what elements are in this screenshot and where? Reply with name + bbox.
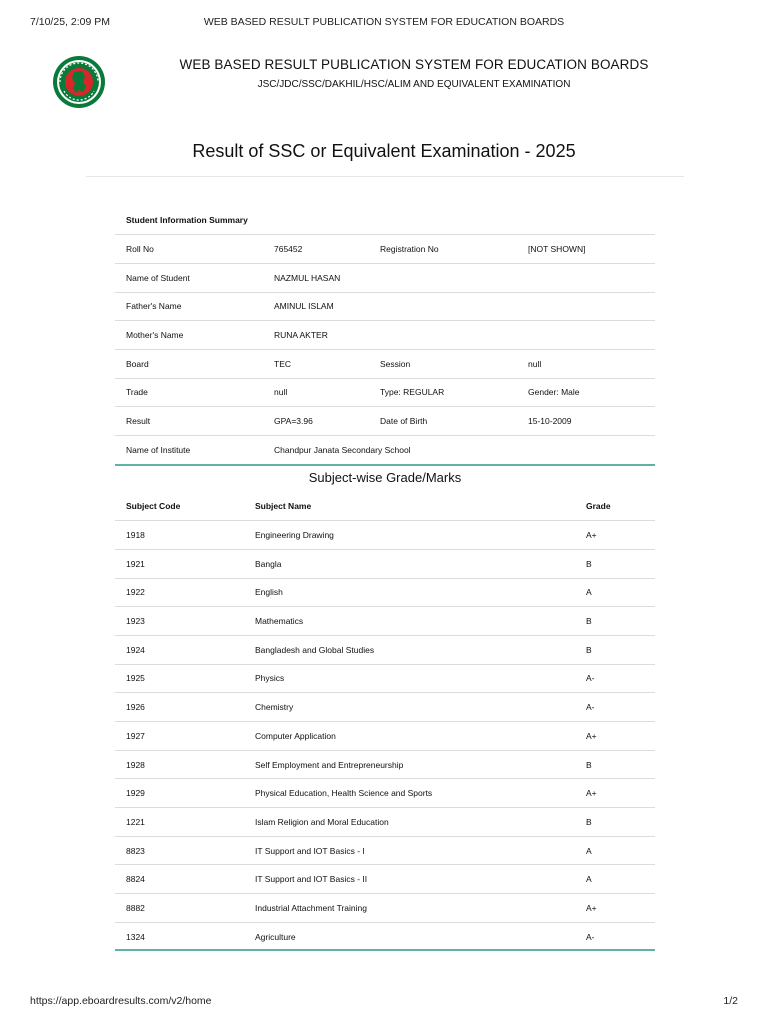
grade-cell: A <box>575 865 655 894</box>
grade-cell: A- <box>575 664 655 693</box>
subject-code-cell: 1928 <box>115 750 244 779</box>
subject-name-cell: Industrial Attachment Training <box>244 894 575 923</box>
subject-name-cell: Agriculture <box>244 922 575 951</box>
dob-value: 15-10-2009 <box>517 407 655 436</box>
grades-table <box>115 492 655 951</box>
info-row-mother <box>115 321 655 350</box>
subject-code-cell: 8823 <box>115 836 244 865</box>
result-label: Result <box>115 407 263 436</box>
board-value: TEC <box>263 349 369 378</box>
mother-name-value: RUNA AKTER <box>263 321 655 350</box>
type-text: Type: REGULAR <box>369 378 517 407</box>
grade-cell: B <box>575 549 655 578</box>
grade-cell: B <box>575 607 655 636</box>
trade-value: null <box>263 378 369 407</box>
table-row <box>115 693 655 722</box>
grade-cell: A+ <box>575 894 655 923</box>
table-row <box>115 607 655 636</box>
subject-name-cell: Computer Application <box>244 722 575 751</box>
registration-value: [NOT SHOWN] <box>517 235 655 264</box>
info-row-board <box>115 349 655 378</box>
table-row <box>115 578 655 607</box>
table-row <box>115 722 655 751</box>
grade-cell: A <box>575 578 655 607</box>
subject-name-cell: Physical Education, Health Science and Sports <box>244 779 575 808</box>
subject-name-cell: Bangla <box>244 549 575 578</box>
subject-name-cell: IT Support and IOT Basics - I <box>244 836 575 865</box>
grade-cell: A+ <box>575 779 655 808</box>
roll-value: 765452 <box>263 235 369 264</box>
roll-label: Roll No <box>115 235 263 264</box>
institute-label: Name of Institute <box>115 436 263 465</box>
subject-code-cell: 1926 <box>115 693 244 722</box>
subject-name-cell: IT Support and IOT Basics - II <box>244 865 575 894</box>
print-url: https://app.eboardresults.com/v2/home <box>30 995 212 1007</box>
table-row <box>115 922 655 951</box>
board-label: Board <box>115 349 263 378</box>
grade-cell: B <box>575 635 655 664</box>
grade-cell: A- <box>575 922 655 951</box>
student-info-heading-row <box>115 206 655 235</box>
column-header-subject-name: Subject Name <box>255 501 312 512</box>
subject-code-cell: 1927 <box>115 722 244 751</box>
grade-cell: B <box>575 808 655 837</box>
subject-code-cell: 1922 <box>115 578 244 607</box>
gender-text: Gender: Male <box>517 378 655 407</box>
subject-code-cell: 1929 <box>115 779 244 808</box>
site-subtitle: JSC/JDC/SSC/DAKHIL/HSC/ALIM AND EQUIVALENT EXAMINATION <box>257 79 571 90</box>
session-value: null <box>517 349 655 378</box>
info-row-roll <box>115 235 655 264</box>
print-page-title: WEB BASED RESULT PUBLICATION SYSTEM FOR EDUCATION BOARDS <box>203 16 565 28</box>
registration-label: Registration No <box>369 235 517 264</box>
page-number: 1/2 <box>723 995 738 1007</box>
table-row <box>115 836 655 865</box>
subject-code-cell: 1921 <box>115 549 244 578</box>
student-name-label: Name of Student <box>115 263 263 292</box>
result-value: GPA=3.96 <box>263 407 369 436</box>
subject-code-cell: 1924 <box>115 635 244 664</box>
subject-name-cell: Mathematics <box>244 607 575 636</box>
father-name-value: AMINUL ISLAM <box>263 292 655 321</box>
table-row <box>115 865 655 894</box>
info-row-trade <box>115 378 655 407</box>
print-header <box>30 16 738 30</box>
print-footer <box>30 995 738 1009</box>
subject-code-cell: 8882 <box>115 894 244 923</box>
table-row <box>115 750 655 779</box>
page-title: Result of SSC or Equivalent Examination - 2025 <box>192 141 576 161</box>
session-label: Session <box>369 349 517 378</box>
table-row <box>115 894 655 923</box>
site-title: WEB BASED RESULT PUBLICATION SYSTEM FOR EDUCATION BOARDS <box>179 57 649 72</box>
subject-code-cell: 1925 <box>115 664 244 693</box>
table-row <box>115 549 655 578</box>
student-info-table <box>115 206 655 464</box>
grade-cell: A <box>575 836 655 865</box>
column-header-subject-code: Subject Code <box>126 501 181 512</box>
student-info-heading: Student Information Summary <box>126 215 248 226</box>
grade-cell: A+ <box>575 521 655 550</box>
grades-header-row <box>115 492 655 521</box>
trade-label: Trade <box>115 378 263 407</box>
column-header-grade: Grade <box>586 501 611 512</box>
info-table-bottom-rule <box>115 464 655 466</box>
father-name-label: Father's Name <box>115 292 263 321</box>
table-row <box>115 635 655 664</box>
grades-section-title: Subject-wise Grade/Marks <box>308 470 462 485</box>
subject-name-cell: Engineering Drawing <box>244 521 575 550</box>
subject-code-cell: 1221 <box>115 808 244 837</box>
subject-name-cell: Physics <box>244 664 575 693</box>
subject-code-cell: 1918 <box>115 521 244 550</box>
info-row-institute <box>115 436 655 465</box>
grade-cell: A- <box>575 693 655 722</box>
dob-label: Date of Birth <box>369 407 517 436</box>
subject-name-cell: English <box>244 578 575 607</box>
grades-table-bottom-rule <box>115 949 655 951</box>
table-row <box>115 521 655 550</box>
subject-code-cell: 1324 <box>115 922 244 951</box>
info-row-name <box>115 263 655 292</box>
title-divider <box>86 176 684 177</box>
grade-cell: B <box>575 750 655 779</box>
info-row-result <box>115 407 655 436</box>
institute-value: Chandpur Janata Secondary School <box>263 436 655 465</box>
student-name-value: NAZMUL HASAN <box>263 263 655 292</box>
table-row <box>115 808 655 837</box>
mother-name-label: Mother's Name <box>115 321 263 350</box>
subject-code-cell: 8824 <box>115 865 244 894</box>
table-row <box>115 664 655 693</box>
subject-name-cell: Islam Religion and Moral Education <box>244 808 575 837</box>
subject-name-cell: Bangladesh and Global Studies <box>244 635 575 664</box>
subject-code-cell: 1923 <box>115 607 244 636</box>
table-row <box>115 779 655 808</box>
info-row-father <box>115 292 655 321</box>
print-timestamp: 7/10/25, 2:09 PM <box>30 16 110 28</box>
grade-cell: A+ <box>575 722 655 751</box>
subject-name-cell: Chemistry <box>244 693 575 722</box>
subject-name-cell: Self Employment and Entrepreneurship <box>244 750 575 779</box>
